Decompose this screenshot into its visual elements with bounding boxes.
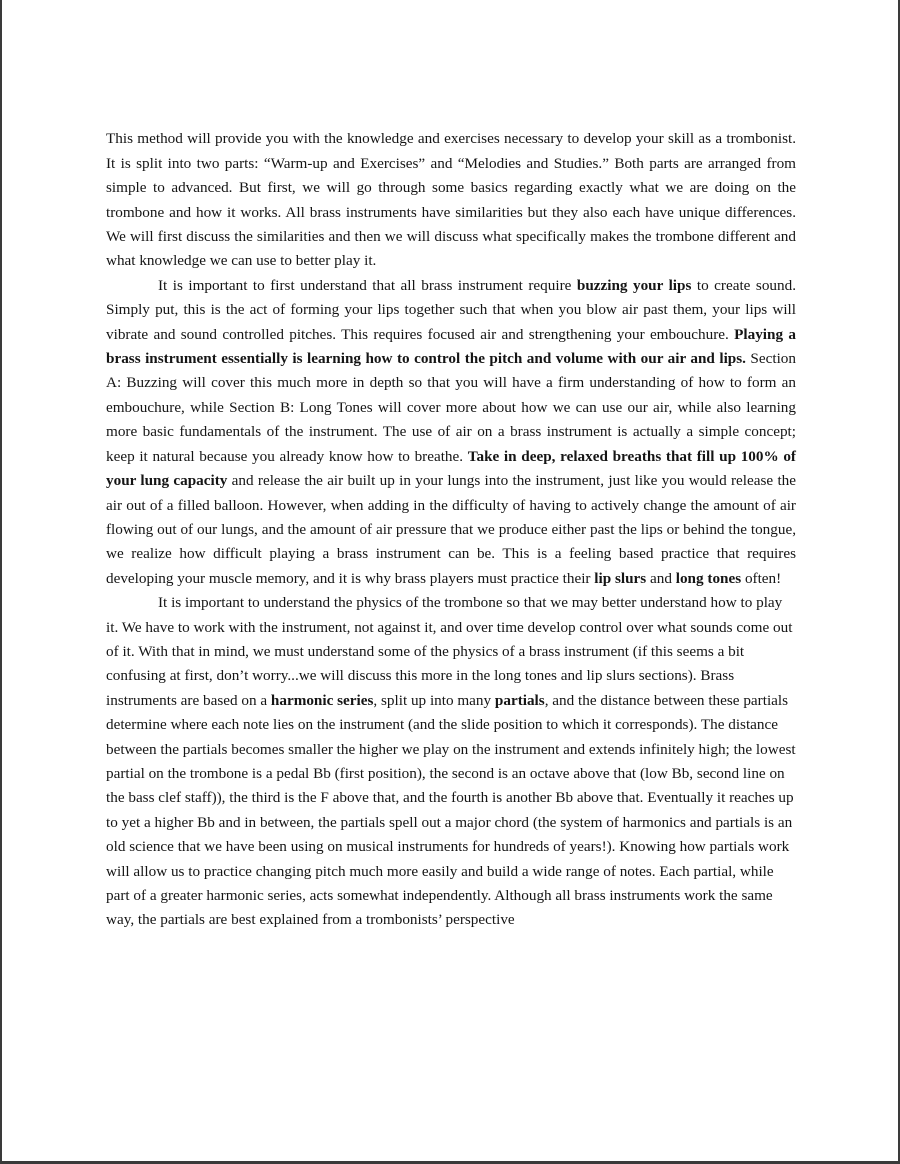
text-segment: This method will provide you with the knowledge and exercises necessary to develop your skill as a trombonist. It is split into two parts: “Warm-up and Exercises” and “Melodies and Studies.” Both parts are arranged from simple to advanced. But first, we will go through some basics regarding exactly what we are doing on the trombone and how it works. All brass instruments have similarities but they also each have unique differences. We will first discuss the similarities and then we will discuss what specifically makes the trombone different and what knowledge we can use to better play it. [106,130,796,270]
text-segment: to create sound. Simply put, this is the act of forming your lips together such that when you blow air past them, your lips will vibrate and sound controlled pitches. This requires focused air and strengthening your embouchure. [106,276,796,343]
text-segment: It is important to understand the physics of the trombone so that we may better understand how to play it. We have to work with the instrument, not against it, and over time develop control over what sounds come out of it. With that in mind, we must understand some of the physics of a brass instrument (if this seems a bit confusing at first, don’t worry...we will discuss this more in the long tones and lip slurs sections). Brass instruments are based on a [106,594,793,709]
bold-term-playing-brass: Playing a brass instrument essentially is learning how to control the pitch and volume with our air and lips. [106,325,796,368]
bold-term-buzzing-your-lips: buzzing your lips [576,276,692,294]
bold-term-lip-slurs: lip slurs [594,569,647,587]
document-body [106,103,796,933]
text-segment: It is important to first understand that all brass instrument require [158,276,577,294]
text-segment: and release the air built up in your lungs into the instrument, just like you would release the air out of a filled balloon. However, when adding in the difficulty of having to actively change the amount of air flowing out of our lungs, and the amount of air pressure that we produce either past the lips or behind the tongue, we realize how difficult playing a brass instrument can be. This is a feeling based practice that requires developing your muscle memory, and it is why brass players must practice their [106,472,796,587]
text-segment: and [646,569,676,587]
paragraph-physics [106,591,796,933]
bold-term-partials: partials [494,691,545,709]
bold-term-deep-breaths: Take in deep, relaxed breaths that fill up 100% of your lung capacity [106,447,796,490]
paragraph-buzzing [106,274,796,591]
paragraph-intro [106,103,796,274]
text-segment: often! [741,569,782,587]
page-border-left [0,0,2,1164]
text-segment: , and the distance between these partials determine where each note lies on the instrument (and the slide position to which it corresponds). The distance between the partials becomes smaller the higher we play on the instrument and extends infinitely high; the lowest partial on the trombone is a pedal Bb (first position), the second is an octave above that (low Bb, second line on the bass clef staff)), the third is the F above that, and the fourth is another Bb above that. Eventually it reaches up to yet a higher Bb and in between, the partials spell out a major chord (the system of harmonics and partials is an old science that we have been using on musical instruments for hundreds of years!). Knowing how partials work will allow us to practice changing pitch much more easily and build a wide range of notes. Each partial, while part of a greater harmonic series, acts somewhat independently. Although all brass instruments work the same way, the partials are best explained from a trombonists’ perspective [106,691,796,929]
bold-term-harmonic-series: harmonic series [270,691,374,709]
text-segment: Section A: Buzzing will cover this much more in depth so that you will have a firm understanding of how to form an embouchure, while Section B: Long Tones will cover more about how we can use our air, while also learning more basic fundamentals of the instrument. The use of air on a brass instrument is actually a simple concept; keep it natural because you already know how to breathe. [106,350,796,465]
bold-term-long-tones: long tones [675,569,742,587]
text-segment: , split up into many [373,691,495,709]
